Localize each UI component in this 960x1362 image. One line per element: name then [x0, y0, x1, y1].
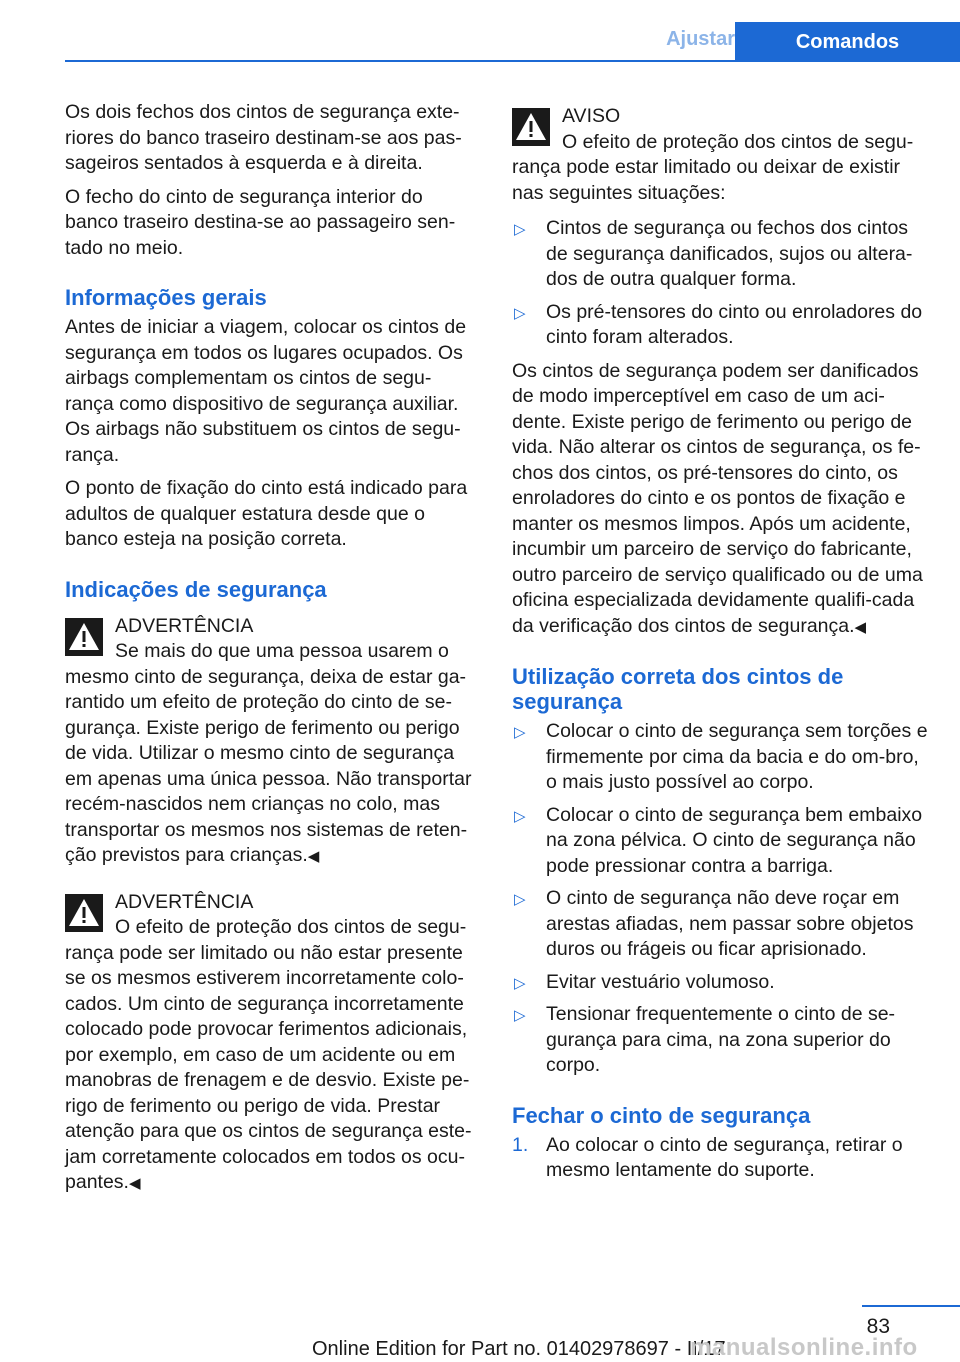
edition-footer: Online Edition for Part no. 01402978697 - II/17 [312, 1338, 726, 1360]
paragraph-before-driving: Antes de iniciar a viagem, colocar os cintos de segurança em todos os lugares ocupados. Os airbags complementam os cintos de segu-rança como dispositivo de segurança auxiliar. Os airbags não substituem os cintos de segu-rança. [65, 316, 467, 466]
step-text: Ao colocar o cinto de segurança, retirar o mesmo lentamente do suporte. [546, 1133, 903, 1181]
end-mark-icon: ◀ [128, 1175, 141, 1192]
header-bar [65, 22, 960, 62]
list-item [512, 886, 930, 963]
end-mark-icon: ◀ [307, 848, 320, 865]
step-item [512, 1133, 930, 1184]
warning-block-2 [65, 890, 480, 1197]
arrow-bullet-icon: ▷ [514, 724, 526, 741]
notice-first-line: O efeito de proteção dos cintos de segu- [562, 130, 914, 153]
warning-body [65, 665, 480, 870]
header-rule [65, 60, 960, 62]
heading-safety-notes: Indicações de segurança [65, 576, 327, 602]
list-item [512, 719, 930, 796]
tab-ajustar[interactable]: Ajustar [666, 28, 735, 50]
heading-general-info: Informações gerais [65, 285, 267, 310]
list-item [512, 216, 930, 293]
arrow-bullet-icon: ▷ [514, 807, 526, 825]
list-item [512, 1002, 930, 1079]
warning-label: ADVERTÊNCIA [115, 890, 254, 913]
warning-first-line: Se mais do que uma pessoa usarem o [115, 640, 449, 662]
usage-list [512, 719, 930, 1079]
tab-comandos-label: Comandos [795, 30, 900, 53]
warning-body-text: rança pode ser limitado ou não estar presente se os mesmos estiverem incorretamente colo-cados. Um cinto de segurança incorretamente colocado pode provocar ferimentos adicionais, por exemplo, em caso de um acidente ou em manobras de frenagem e de desvio. Existe pe-rigo de ferimento ou perigo de vida. Prestar atenção para que os cintos de segurança este-jam corretamente colocados em todos os ocu-pantes. [65, 941, 472, 1193]
list-item [512, 300, 930, 351]
right-column [512, 100, 930, 1192]
notice-list [512, 216, 930, 351]
list-item-text: Os pré-tensores do cinto ou enroladores do cinto foram alterados. [546, 300, 923, 348]
step-number: 1. [512, 1133, 529, 1156]
arrow-bullet-icon: ▷ [514, 1007, 526, 1024]
end-mark-icon: ◀ [854, 618, 867, 636]
list-item-text: Evitar vestuário volumoso. [546, 970, 775, 993]
warning-triangle-icon [65, 618, 103, 656]
warning-body-text: mesmo cinto de segurança, deixa de estar ga-rantido um efeito de proteção do cinto de se-gurança. Existe perigo de ferimento ou perigo de vida. Utilizar o mesmo cinto de segurança em apenas uma única pessoa. Não transportar recém-nascidos nem crianças no colo, mas transportar os mesmos nos sistemas de reten-ção previstos para crianças. [65, 665, 472, 866]
warning-label: ADVERTÊNCIA [115, 614, 254, 637]
list-item-text: Cintos de segurança ou fechos dos cintos de segurança danificados, sujos ou altera-dos de outra qualquer forma. [546, 217, 913, 290]
heading-fasten-belt: Fechar o cinto de segurança [512, 1102, 811, 1128]
notice-body: rança pode estar limitado ou deixar de existir nas seguintes situações: [512, 156, 901, 204]
steps-list [512, 1133, 930, 1184]
heading-correct-usage: Utilização correta dos cintos de segurança [512, 664, 844, 714]
arrow-bullet-icon: ▷ [514, 304, 526, 322]
watermark: manualsonline.info [690, 1334, 918, 1361]
list-item-text: O cinto de segurança não deve roçar em arestas afiadas, nem passar sobre objetos duros ou frágeis ou ficar aprisionado. [546, 887, 914, 960]
notice-block [512, 104, 930, 206]
warning-block-1 [65, 614, 480, 870]
list-item [512, 970, 930, 996]
paragraph-anchor-point: O ponto de fixação do cinto está indicado para adultos de qualquer estatura desde que o banco esteja na posição correta. [65, 477, 468, 550]
warning-triangle-icon [512, 108, 550, 146]
paragraph-damage-text: Os cintos de segurança podem ser danificados de modo imperceptível em caso de um aci-dente. Existe perigo de ferimento ou perigo de vida. Não alterar os cintos de segurança, os fe-chos dos cintos, os pré-tensores do cinto, os enroladores do cinto e os pontos de fixação e manter os mesmos limpos. Após um acidente, incumbir um parceiro de serviço do fabricante, outro parceiro de serviço qualificado ou de uma oficina especializada devidamente qualifi-cada da verificação dos cintos de segurança. [512, 359, 923, 637]
left-column [65, 100, 480, 1197]
tab-comandos[interactable] [735, 22, 960, 62]
arrow-bullet-icon: ▷ [514, 891, 526, 908]
paragraph-inner-buckle: O fecho do cinto de segurança interior do banco traseiro destina-se ao passageiro sen-tado no meio. [65, 185, 456, 259]
arrow-bullet-icon: ▷ [514, 974, 526, 992]
list-item-text: Colocar o cinto de segurança sem torções e firmemente por cima da bacia e do om-bro, o mais justo possível ao corpo. [546, 720, 928, 793]
warning-first-line: O efeito de proteção dos cintos de segu- [115, 916, 467, 938]
list-item-text: Colocar o cinto de segurança bem embaixo na zona pélvica. O cinto de segurança não pode pressionar contra a barriga. [546, 803, 923, 877]
page-number: 83 [866, 1315, 890, 1338]
notice-label: AVISO [562, 105, 621, 127]
list-item [512, 803, 930, 880]
arrow-bullet-icon: ▷ [514, 221, 526, 238]
list-item-text: Tensionar frequentemente o cinto de se-gurança para cima, na zona superior do corpo. [546, 1003, 896, 1076]
footer-rule [862, 1305, 960, 1307]
warning-triangle-icon [65, 894, 103, 932]
paragraph-damage [512, 359, 930, 641]
warning-body [65, 941, 480, 1197]
paragraph-outer-buckles: Os dois fechos dos cintos de segurança exte-riores do banco traseiro destinam-se aos pas-sageiros sentados à esquerda e à direita. [65, 101, 462, 174]
